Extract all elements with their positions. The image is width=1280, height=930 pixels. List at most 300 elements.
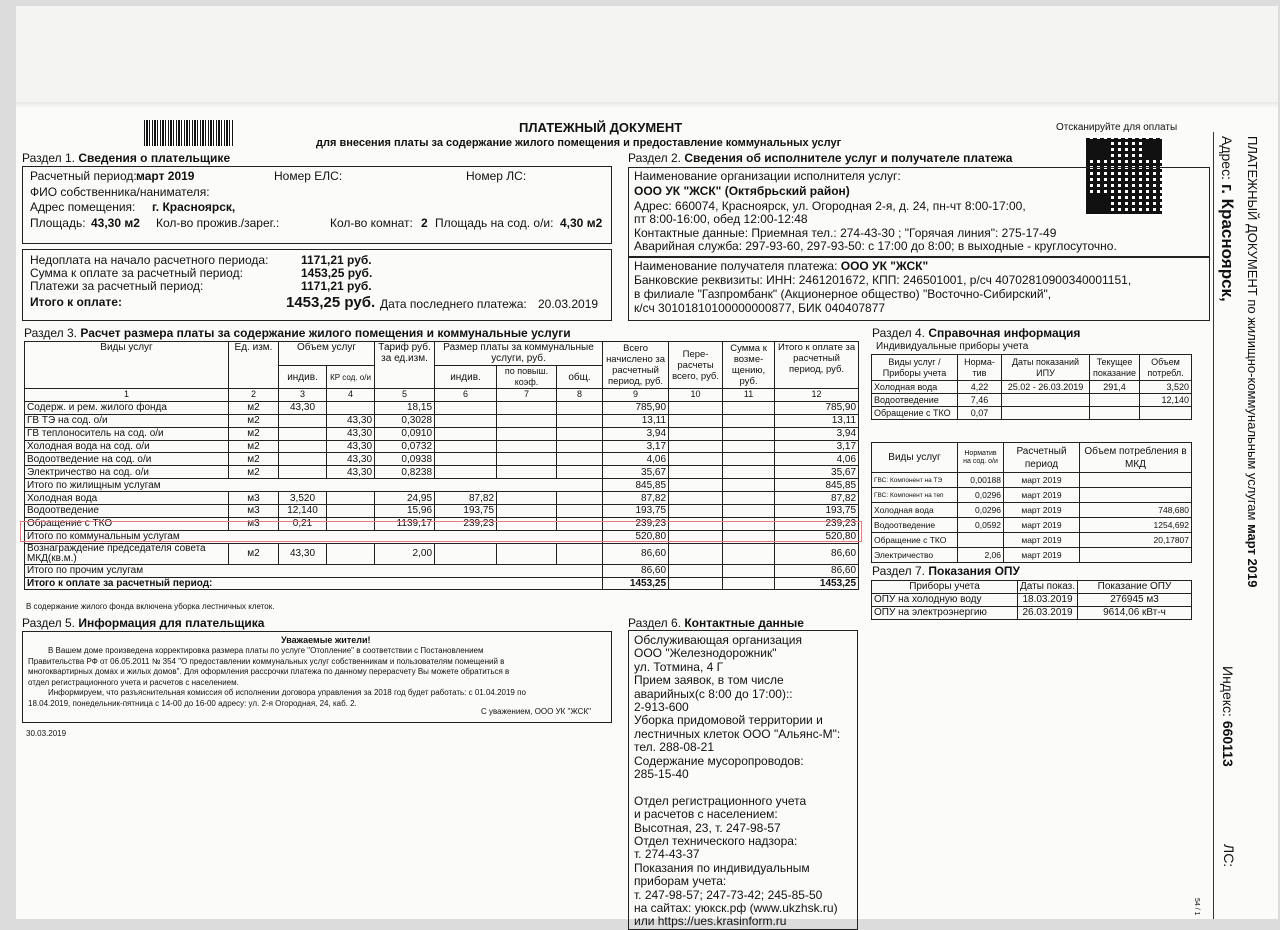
side-address: Адрес: г. Красноярск, (1218, 136, 1237, 302)
opu-date: 18.03.2019 (1018, 594, 1078, 607)
recipient-line: Наименование получателя платежа: ООО УК "ЖСК" (634, 259, 929, 273)
opu-col-date: Даты показ. (1018, 581, 1078, 594)
payments-label: Платежи за расчетный период: (30, 279, 204, 293)
charge-recalc (669, 517, 723, 530)
s6-line: т. 274-43-37 (634, 847, 700, 862)
charge-indiv: 43,30 (279, 401, 327, 414)
charge-accrued: 87,82 (603, 492, 669, 505)
col-services: Виды услуг (25, 342, 229, 389)
charge-common: 43,30 (327, 427, 375, 440)
charge-s_inc (497, 453, 557, 466)
col-recalc: Пере-расчеты всего, руб. (669, 342, 723, 389)
charge-common (327, 517, 375, 530)
col-size-increase: по повыш. коэф. (497, 366, 557, 389)
meter-norm: 7,46 (958, 394, 1002, 407)
house-service: Электричество (872, 548, 958, 563)
org-address-2: пт 8:00-16:00, обед 12:00-12:48 (634, 212, 808, 226)
charge-s_inc (497, 492, 557, 505)
s5-heading: Раздел 5. Информация для плательщика (22, 616, 265, 630)
charge-accrued: 785,90 (603, 401, 669, 414)
meter-current: 291,4 (1090, 381, 1140, 394)
charge-unit: м3 (229, 505, 279, 518)
charge-s_indiv: 87,82 (435, 492, 497, 505)
side-stamp: 54 / 1 (1193, 898, 1200, 916)
els-label: Номер ЕЛС: (274, 169, 343, 183)
rooms-label: Кол-во комнат: (330, 216, 413, 230)
house-period: март 2019 (1004, 503, 1080, 518)
charge-s_indiv (435, 543, 497, 564)
meter-dates: 25.02 - 26.03.2019 (1002, 381, 1090, 394)
s6-line: Уборка придомовой территории и (634, 713, 823, 728)
charge-recalc (669, 401, 723, 414)
col-volume-common: КР сод. о/и (327, 366, 375, 389)
col-tariff: Тариф руб. за ед.изм. (375, 342, 435, 389)
meter-service: Холодная вода (872, 381, 958, 394)
house-volume: 20,17807 (1080, 533, 1192, 548)
charge-s_indiv: 193,75 (435, 505, 497, 518)
meter-volume: 3,520 (1140, 381, 1192, 394)
col-number: 3 (279, 389, 327, 402)
charge-indiv (279, 427, 327, 440)
side-title: ПЛАТЕЖНЫЙ ДОКУМЕНТ по жилищно-коммунальным услугам март 2019 (1245, 136, 1260, 588)
s6-line: Обслуживающая организация (634, 633, 802, 647)
charge-total: 87,82 (775, 492, 859, 505)
charge-s_common (557, 427, 603, 440)
s5-date: 30.03.2019 (26, 729, 67, 738)
s6-line: Содержание мусоропроводов: (634, 753, 804, 768)
charge-total: 193,75 (775, 505, 859, 518)
house-row (872, 503, 1192, 518)
s3-footnote: В содержание жилого фонда включена уборка лестничных клеток. (26, 602, 275, 611)
subtotal-accrued: 1453,25 (603, 577, 669, 590)
col-number: 1 (25, 389, 229, 402)
charge-total: 3,94 (775, 427, 859, 440)
s6-line: 2-913-600 (634, 700, 689, 714)
col-number: 10 (669, 389, 723, 402)
subtotal-total: 86,60 (775, 564, 859, 577)
charge-name: Холодная вода (25, 492, 229, 505)
meters-table (871, 354, 1192, 420)
org-address-1: Адрес: 660074, Красноярск, ул. Огородная 2-я, д. 24, пн-чт 8:00-17:00, (634, 199, 1026, 213)
charge-row (25, 543, 859, 564)
s5-line: 18.04.2019, понедельник-пятница с 14-00 до 16-00 адресу: ул. 2-я Огородная, 24, каб. 2. (28, 698, 357, 708)
charge-total: 785,90 (775, 401, 859, 414)
charge-row (25, 505, 859, 518)
debt-label: Недоплата на начало расчетного периода: (30, 253, 269, 267)
col-number: 2 (229, 389, 279, 402)
house-norm (958, 533, 1004, 548)
charge-name: Водоотведение (25, 505, 229, 518)
charge-name: Обращение с ТКО (25, 517, 229, 530)
charge-common (327, 543, 375, 564)
charge-indiv: 3,520 (279, 492, 327, 505)
subtotal-label: Итого по жилищным услугам (25, 479, 603, 492)
s5-signature: С уважением, ООО УК "ЖСК" (481, 707, 591, 716)
meter-dates (1002, 407, 1090, 420)
column-numbers-row (25, 389, 859, 402)
charge-s_indiv: 239,23 (435, 517, 497, 530)
house-service: ГВС: Компонент на ТЭ (872, 473, 958, 488)
s6-line: и расчетов с населением: (634, 807, 778, 822)
charge-s_indiv (435, 466, 497, 479)
charge-row (25, 453, 859, 466)
charge-s_common (557, 517, 603, 530)
charge-name: Вознаграждение председателя совета МКД(кв.м.) (25, 543, 229, 564)
opu-reading: 276945 м3 (1078, 594, 1192, 607)
charge-tariff: 15,96 (375, 505, 435, 518)
charge-s_indiv (435, 401, 497, 414)
meters-col-volume: Объем потребл. (1140, 355, 1192, 381)
charge-name: Водоотведение на сод. о/и (25, 453, 229, 466)
s5-line: В Вашем доме произведена корректировка размера платы по услуге "Отопление" в соответствии с Постановлением (48, 646, 484, 655)
charge-s_inc (497, 427, 557, 440)
charge-indiv (279, 453, 327, 466)
meter-volume (1140, 407, 1192, 420)
debt-value: 1171,21 руб. (301, 253, 372, 267)
opu-col-reading: Показание ОПУ (1078, 581, 1192, 594)
charge-refund (723, 466, 775, 479)
charge-accrued: 193,75 (603, 505, 669, 518)
charge-s_common (557, 466, 603, 479)
s2-heading: Раздел 2. Сведения об исполнителе услуг и получателе платежа (628, 151, 1013, 165)
last-payment-label: Дата последнего платежа: (380, 297, 527, 311)
due-label: Сумма к оплате за расчетный период: (30, 266, 243, 280)
house-period: март 2019 (1004, 518, 1080, 533)
house-period: март 2019 (1004, 548, 1080, 563)
charge-s_common (557, 505, 603, 518)
col-number: 8 (557, 389, 603, 402)
charge-s_common (557, 401, 603, 414)
s6-line: аварийных(с 8:00 до 17:00):: (634, 686, 793, 701)
last-payment-value: 20.03.2019 (538, 297, 599, 311)
charge-refund (723, 505, 775, 518)
col-volume: Объем услуг (279, 342, 375, 366)
charge-accrued: 4,06 (603, 453, 669, 466)
opu-row (872, 607, 1192, 620)
house-volume: 748,680 (1080, 503, 1192, 518)
opu-device: ОПУ на холодную воду (872, 594, 1018, 607)
s5-line: Информируем, что разъяснительная комиссия об исполнении договора управления за 2018 год будет работать: с 01.04.2019 по (48, 688, 526, 697)
charges-table (24, 341, 859, 590)
charge-total: 239,23 (775, 517, 859, 530)
meters-col-service: Виды услуг / Приборы учета (872, 355, 958, 381)
s6-line: ООО "Железнодорожник" (634, 646, 777, 661)
col-number: 11 (723, 389, 775, 402)
subtotal-row (25, 564, 859, 577)
address-value: г. Красноярск, (152, 200, 236, 214)
s6-line: или https://ues.krasinform.ru (634, 914, 787, 929)
doc-subtitle: для внесения платы за содержание жилого помещения и предоставление коммунальных услуг (316, 137, 842, 149)
charge-unit: м2 (229, 427, 279, 440)
charge-row (25, 440, 859, 453)
charge-recalc (669, 414, 723, 427)
house-col-norm: Норматив на сод. о/и (958, 443, 1004, 473)
charge-refund (723, 414, 775, 427)
opu-col-device: Приборы учета (872, 581, 1018, 594)
charge-common (327, 492, 375, 505)
meter-row (872, 394, 1192, 407)
charge-unit: м2 (229, 440, 279, 453)
s6-line: т. 247-98-57; 247-73-42; 245-85-50 (634, 887, 823, 902)
fio-label: ФИО собственника/нанимателя: (30, 185, 210, 199)
barcode (144, 120, 234, 146)
s6-line: на сайтах: уюкск.рф (www.ukzhsk.ru) (634, 901, 838, 915)
s7-heading: Раздел 7. Показания ОПУ (872, 564, 1021, 578)
opu-reading: 9614,06 кВт-ч (1078, 607, 1192, 620)
period-label: Расчетный период: (30, 169, 137, 183)
charge-refund (723, 543, 775, 564)
house-row (872, 488, 1192, 503)
col-total: Итого к оплате за расчетный период, руб. (775, 342, 859, 389)
house-period: март 2019 (1004, 488, 1080, 503)
s4-subheading: Индивидуальные приборы учета (876, 341, 1029, 352)
house-period: март 2019 (1004, 473, 1080, 488)
due-value: 1453,25 руб. (301, 266, 373, 280)
area-label: Площадь: (30, 216, 86, 230)
charge-name: ГВ теплоноситель на сод. о/и (25, 427, 229, 440)
meters-col-dates: Даты показаний ИПУ (1002, 355, 1090, 381)
s6-line: Высотная, 23, т. 247-98-57 (634, 820, 781, 835)
charge-accrued: 13,11 (603, 414, 669, 427)
charge-s_inc (497, 440, 557, 453)
total-label: Итого к оплате: (30, 295, 122, 309)
subtotal-accrued: 845,85 (603, 479, 669, 492)
charge-s_common (557, 414, 603, 427)
house-norm: 0,0592 (958, 518, 1004, 533)
house-consumption-table (871, 442, 1192, 563)
s5-line: многоквартирных домах и жилых домов". Для оформления рассрочки платежа по данному перерасчету Вы можете обратиться в (28, 667, 510, 676)
charge-row (25, 414, 859, 427)
charge-recalc (669, 466, 723, 479)
charge-recalc (669, 505, 723, 518)
col-size-indiv: индив. (435, 366, 497, 389)
s6-line: ул. Тотмина, 4 Г (634, 659, 724, 674)
charge-common: 43,30 (327, 466, 375, 479)
meters-col-current: Текущее показание (1090, 355, 1140, 381)
charge-unit: м2 (229, 543, 279, 564)
s6-line: Прием заявок, в том числе (634, 673, 784, 688)
house-row (872, 533, 1192, 548)
charge-s_inc (497, 543, 557, 564)
charge-common: 43,30 (327, 440, 375, 453)
subtotal-total: 520,80 (775, 530, 859, 543)
house-service: Холодная вода (872, 503, 958, 518)
subtotal-row (25, 479, 859, 492)
house-row (872, 518, 1192, 533)
s4-heading: Раздел 4. Справочная информация (872, 326, 1081, 340)
charge-common: 43,30 (327, 453, 375, 466)
s6-line: Показания по индивидуальным (634, 860, 810, 875)
charge-refund (723, 492, 775, 505)
s6-line: 285-15-40 (634, 767, 689, 781)
meter-row (872, 407, 1192, 420)
payment-document (16, 6, 1278, 929)
house-col-period: Расчетный период (1004, 443, 1080, 473)
total-value: 1453,25 руб. (286, 294, 376, 311)
meter-norm: 0,07 (958, 407, 1002, 420)
house-norm: 0,0296 (958, 503, 1004, 518)
common-area-label: Площадь на сод. о/и: (435, 216, 554, 230)
charge-row (25, 466, 859, 479)
charge-recalc (669, 543, 723, 564)
charge-tariff: 0,0910 (375, 427, 435, 440)
charge-recalc (669, 453, 723, 466)
subtotal-label: Итого к оплате за расчетный период: (25, 577, 603, 590)
meter-current (1090, 407, 1140, 420)
col-number: 5 (375, 389, 435, 402)
col-number: 12 (775, 389, 859, 402)
charge-row (25, 427, 859, 440)
subtotal-label: Итого по прочим услугам (25, 564, 603, 577)
charge-accrued: 3,94 (603, 427, 669, 440)
meter-dates (1002, 394, 1090, 407)
charge-refund (723, 440, 775, 453)
address-label: Адрес помещения: (30, 200, 136, 214)
charge-s_common (557, 543, 603, 564)
house-norm: 0,00188 (958, 473, 1004, 488)
org-name: ООО УК "ЖСК" (Октябрьский район) (634, 184, 850, 198)
charge-s_indiv (435, 453, 497, 466)
charge-s_common (557, 492, 603, 505)
charge-name: Холодная вода на сод. о/и (25, 440, 229, 453)
common-area-value: 4,30 м2 (560, 216, 603, 230)
charge-unit: м2 (229, 466, 279, 479)
meter-row (872, 381, 1192, 394)
charge-name: Электричество на сод. о/и (25, 466, 229, 479)
s6-line: Отдел технического надзора: (634, 834, 798, 848)
area-value: 43,30 м2 (91, 216, 140, 230)
col-number: 7 (497, 389, 557, 402)
charge-refund (723, 427, 775, 440)
charge-total: 3,17 (775, 440, 859, 453)
charge-name: ГВ ТЭ на сод. о/и (25, 414, 229, 427)
charge-indiv (279, 466, 327, 479)
ls-label: Номер ЛС: (466, 169, 527, 183)
charge-refund (723, 401, 775, 414)
subtotal-label: Итого по коммунальным услугам (25, 530, 603, 543)
s6-line: лестничных клеток ООО "Альянс-М": (634, 726, 841, 741)
s3-heading: Раздел 3. Расчет размера платы за содержание жилого помещения и коммунальные услуги (24, 326, 571, 340)
charge-recalc (669, 492, 723, 505)
charge-tariff: 0,8238 (375, 466, 435, 479)
house-service: Водоотведение (872, 518, 958, 533)
charge-total: 86,60 (775, 543, 859, 564)
charge-unit: м2 (229, 401, 279, 414)
meter-volume: 12,140 (1140, 394, 1192, 407)
house-volume (1080, 488, 1192, 503)
s5-line: Правительства РФ от 06.05.2011 № 354 "О предоставлении коммунальных услуг собственникам и пользователям помещений в (28, 656, 505, 666)
charge-s_indiv (435, 414, 497, 427)
col-unit: Ед. изм. (229, 342, 279, 389)
doc-title: ПЛАТЕЖНЫЙ ДОКУМЕНТ (519, 120, 683, 135)
house-norm: 2,06 (958, 548, 1004, 563)
s6-line: тел. 288-08-21 (634, 740, 715, 755)
charge-s_inc (497, 517, 557, 530)
charge-unit: м3 (229, 517, 279, 530)
charge-indiv: 43,30 (279, 543, 327, 564)
house-col-service: Виды услуг (872, 443, 958, 473)
subtotal-row (25, 577, 859, 590)
charge-total: 35,67 (775, 466, 859, 479)
charge-accrued: 35,67 (603, 466, 669, 479)
s5-line: отдел регистрационного учета и расчетов с населением. (28, 677, 239, 687)
charge-tariff: 24,95 (375, 492, 435, 505)
charge-recalc (669, 440, 723, 453)
paper-fold (16, 102, 1278, 108)
charge-accrued: 86,60 (603, 543, 669, 564)
house-row (872, 548, 1192, 563)
col-number: 9 (603, 389, 669, 402)
subtotal-accrued: 520,80 (603, 530, 669, 543)
period-value: март 2019 (136, 169, 195, 183)
org-label: Наименование организации исполнителя услуг: (634, 169, 901, 183)
charge-indiv (279, 440, 327, 453)
charge-s_common (557, 453, 603, 466)
s6-line: Отдел регистрационного учета (634, 793, 807, 808)
bank-line-2: в филиале "Газпромбанк" (Акционерное общество) "Восточно-Сибирский", (634, 287, 1052, 301)
house-norm: 0,0296 (958, 488, 1004, 503)
opu-date: 26.03.2019 (1018, 607, 1078, 620)
house-service: Обращение с ТКО (872, 533, 958, 548)
charge-s_indiv (435, 440, 497, 453)
s6-line: приборам учета: (634, 874, 727, 889)
charge-row (25, 492, 859, 505)
charge-s_indiv (435, 427, 497, 440)
charge-tariff: 0,3028 (375, 414, 435, 427)
charge-tariff: 2,00 (375, 543, 435, 564)
col-number: 4 (327, 389, 375, 402)
house-volume: 1254,692 (1080, 518, 1192, 533)
side-index: Индекс: 660113 (1220, 666, 1236, 767)
rooms-value: 2 (421, 216, 428, 230)
side-ls: ЛС: (1221, 844, 1237, 868)
org-emergency: Аварийная служба: 297-93-60, 297-93-50: с 17:00 до 8:00; в выходные - круглосуточно. (634, 239, 1117, 253)
charge-unit: м2 (229, 453, 279, 466)
charge-indiv: 0,21 (279, 517, 327, 530)
house-volume (1080, 473, 1192, 488)
col-size-common: общ. (557, 366, 603, 389)
charge-tariff: 1139,17 (375, 517, 435, 530)
charge-indiv (279, 414, 327, 427)
meter-service: Водоотведение (872, 394, 958, 407)
charge-accrued: 3,17 (603, 440, 669, 453)
charge-s_common (557, 440, 603, 453)
charge-tariff: 18,15 (375, 401, 435, 414)
s6-heading: Раздел 6. Контактные данные (628, 616, 804, 630)
meter-current (1090, 394, 1140, 407)
charge-unit: м2 (229, 414, 279, 427)
org-contacts: Контактные данные: Приемная тел.: 274-43-30 ; "Горячая линия": 275-17-49 (634, 226, 1057, 240)
charge-recalc (669, 427, 723, 440)
residents-label: Кол-во прожив./зарег.: (156, 216, 280, 230)
page-top-edge (16, 6, 1278, 102)
bank-line-3: к/сч 30101810100000000877, БИК 040407877 (634, 301, 886, 315)
house-period: март 2019 (1004, 533, 1080, 548)
col-refund: Сумма к возме-щению, руб. (723, 342, 775, 389)
s5-greeting: Уважаемые жители! (281, 635, 371, 645)
charge-row (25, 517, 859, 530)
charge-s_inc (497, 505, 557, 518)
payments-value: 1171,21 руб. (301, 279, 372, 293)
subtotal-total: 1453,25 (775, 577, 859, 590)
opu-row (872, 594, 1192, 607)
charge-tariff: 0,0732 (375, 440, 435, 453)
charge-s_inc (497, 414, 557, 427)
charge-tariff: 0,0938 (375, 453, 435, 466)
charge-s_inc (497, 466, 557, 479)
qr-caption: Отсканируйте для оплаты (1056, 122, 1178, 133)
charge-common: 43,30 (327, 414, 375, 427)
